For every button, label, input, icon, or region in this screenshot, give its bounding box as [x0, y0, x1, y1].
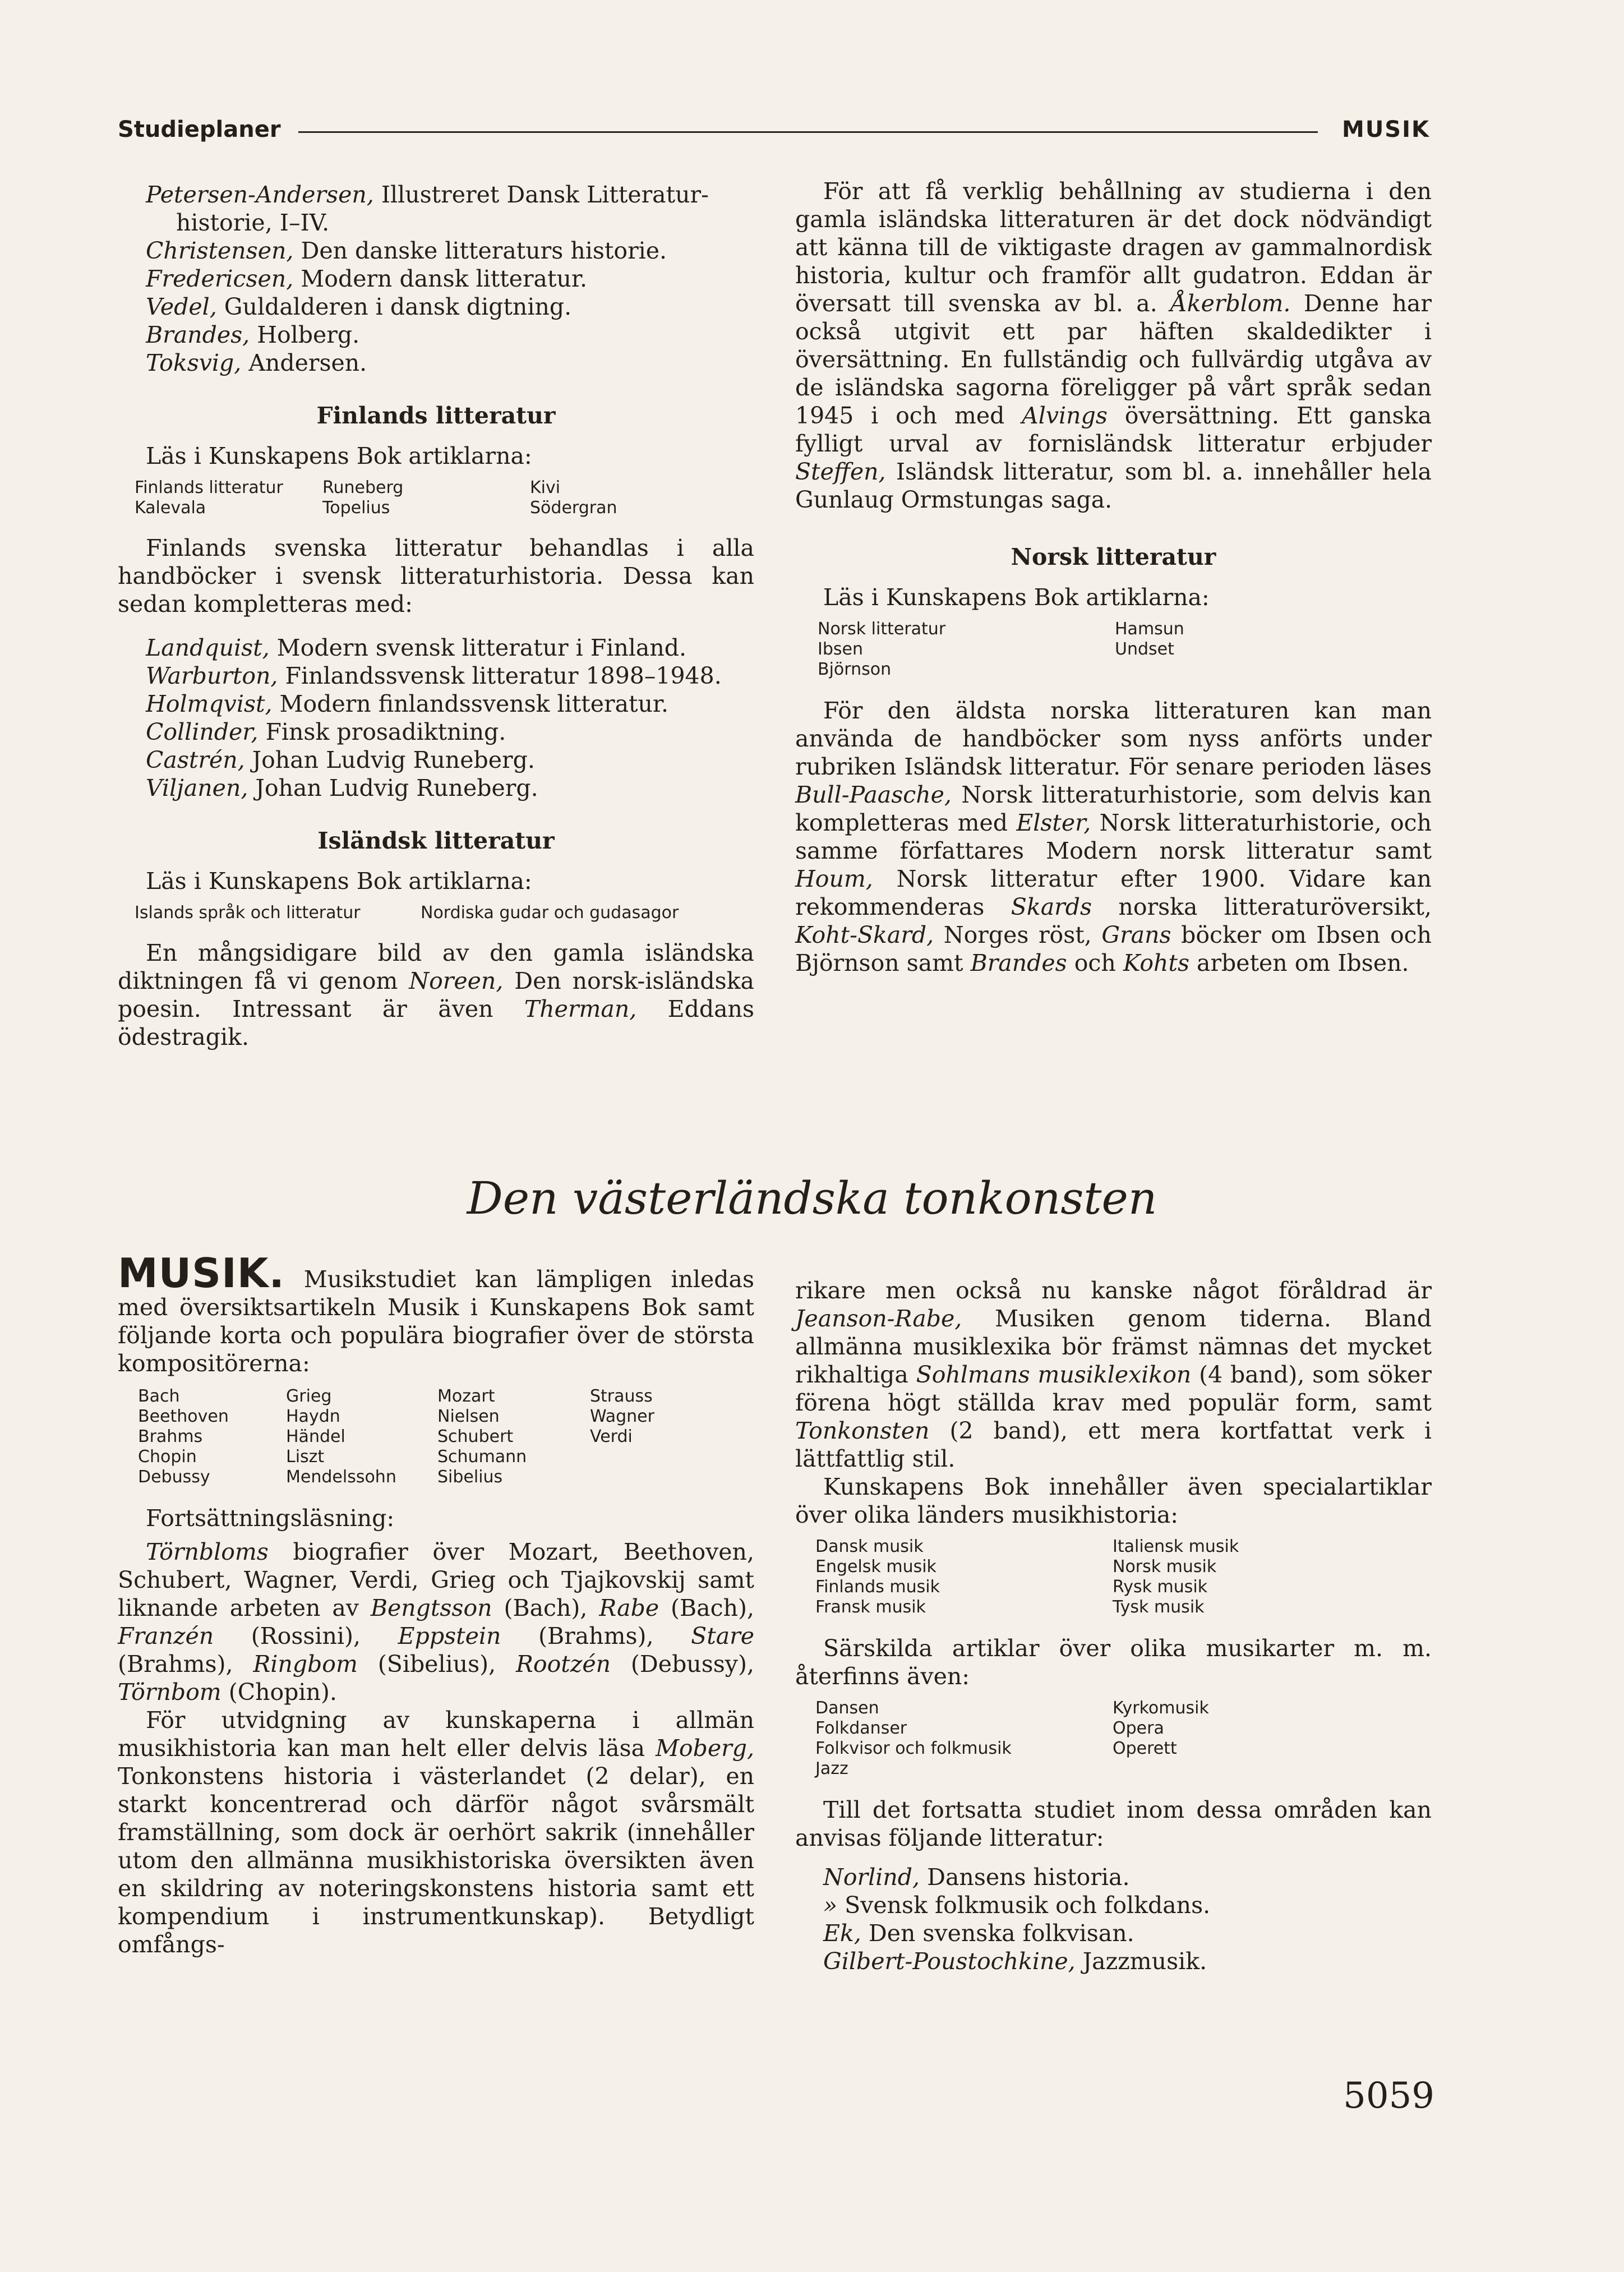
composer-list — [118, 1386, 754, 1487]
text-run: (Sibelius), — [357, 1651, 516, 1677]
list-item: Nordiska gudar och gudasagor — [421, 903, 679, 923]
list-item: Haydn — [286, 1407, 340, 1426]
list-item: Folkvisor och folkmusik — [815, 1739, 1012, 1758]
text-run: En mångsidigare bild av den gamla isländska diktningen få vi genom — [118, 939, 754, 994]
author-name: Bengtsson — [370, 1594, 492, 1621]
text-run: Norsk litteraturhistorie, och samme författares Modern norsk litteratur samt — [795, 809, 1432, 864]
text-run: rikare men också nu kanske något föråldrad är — [795, 1277, 1432, 1304]
author-name: Castrén, — [146, 746, 245, 773]
list-item: Björnson — [818, 660, 892, 679]
biographies-paragraph — [118, 1538, 754, 1706]
list-item: Kivi — [530, 478, 561, 497]
text-run: (Brahms), — [118, 1651, 253, 1677]
page-number: 5059 — [1343, 2075, 1434, 2117]
text-run: Eddans ödestragik. — [118, 996, 754, 1050]
author-name: Steffen, — [795, 458, 886, 485]
text-run: arbeten om Ibsen. — [1189, 950, 1409, 976]
author-name: Warburton, — [146, 662, 278, 689]
list-item: Tysk musik — [1113, 1597, 1205, 1617]
continued-reading-label: Fortsättningsläsning: — [146, 1505, 395, 1532]
header-rule — [298, 131, 1318, 133]
list-item: Kalevala — [135, 498, 206, 518]
author-name: Viljanen, — [146, 775, 248, 801]
finland-paragraph: Finlands svenska litteratur behandlas i alla handböcker i svensk litteraturhistoria. Dessa kan sedan kompletteras med: — [118, 534, 754, 617]
text-run: (2 band), ett mera kortfattat verk i lättfattlig stil. — [795, 1417, 1432, 1472]
reference-entry — [823, 1891, 1432, 1919]
list-item — [590, 1467, 713, 1487]
list-item: Finlands litteratur — [135, 478, 283, 497]
list-item: Undset — [1115, 639, 1174, 659]
text-run: biografier över Mozart, Beethoven, Schubert, Wagner, Verdi, Grieg och Tjajkovskij samt liknande arbeten av — [118, 1538, 754, 1621]
reference-entry — [146, 181, 754, 237]
header-section-label: Studieplaner — [118, 117, 281, 142]
section-title: Den västerländska tonkonsten — [467, 1172, 1157, 1224]
author-name: Collinder, — [146, 718, 259, 745]
list-item: Mendelssohn — [286, 1467, 396, 1487]
list-item: Nielsen — [437, 1407, 500, 1426]
list-item: Schumann — [437, 1447, 527, 1467]
iceland-article-list — [118, 903, 754, 923]
iceland-paragraph — [118, 939, 754, 1051]
reference-title: Den danske litteraturs historie. — [293, 237, 667, 264]
finland-intro: Läs i Kunskapens Bok artiklarna: — [146, 443, 532, 469]
running-header — [118, 117, 1430, 150]
reference-title: Guldalderen i dansk digtning. — [216, 293, 572, 320]
reference-title: Modern finlandssvensk litteratur. — [272, 690, 669, 717]
author-name: Åkerblom. — [1170, 290, 1291, 317]
author-name: Ringbom — [253, 1651, 358, 1677]
list-item: Finlands musik — [815, 1577, 940, 1597]
list-item: Wagner — [590, 1407, 654, 1426]
list-item: Dansk musik — [815, 1537, 924, 1556]
author-name: Skards — [1011, 893, 1092, 920]
author-name: Elster, — [1016, 809, 1091, 836]
author-name: Brandes — [970, 950, 1067, 976]
text-run: (4 band), som söker förena högt ställda krav med populär form, samt — [795, 1361, 1432, 1416]
author-name: Sohlmans musiklexikon — [916, 1361, 1192, 1388]
text-run: Denne har också utgivit ett par häften skaldedikter i översättning. En fullständig och fullvärdig utgåva av de isländska sagorna föreligger på vårt språk sedan 1945 i och med — [795, 290, 1432, 429]
list-item — [590, 1447, 713, 1467]
reference-title: Svensk folkmusik och folkdans. — [837, 1892, 1211, 1919]
list-item: Italiensk musik — [1113, 1537, 1239, 1556]
danish-reference-list — [118, 181, 754, 377]
reference-entry — [146, 774, 754, 802]
reference-title: Modern dansk litteratur. — [293, 265, 588, 292]
list-item: Folkdanser — [815, 1718, 907, 1738]
text-run: översättning. Ett ganska fylligt urval av fornisländsk litteratur erbjuder — [795, 402, 1432, 457]
author-name: Rootzén — [516, 1651, 611, 1677]
reference-entry — [146, 718, 754, 746]
reference-entry — [146, 690, 754, 718]
further-study-paragraph: Till det fortsatta studiet inom dessa områden kan anvisas följande litteratur: — [795, 1796, 1432, 1851]
author-name: Törnbom — [118, 1679, 222, 1706]
author-name: Houm, — [795, 865, 873, 892]
author-name: Eppstein — [398, 1623, 501, 1649]
author-name: Rabe — [599, 1594, 659, 1621]
author-name: Noreen, — [409, 967, 504, 994]
list-item: Liszt — [286, 1447, 325, 1467]
list-item: Norsk litteratur — [818, 619, 946, 639]
reference-title: Jazzmusik. — [1075, 1948, 1207, 1975]
iceland-heading: Isländsk litteratur — [317, 827, 555, 854]
norway-paragraph — [795, 697, 1432, 977]
author-name: Franzén — [118, 1623, 214, 1649]
author-name: Holmqvist, — [146, 690, 273, 717]
reference-entry — [146, 321, 754, 349]
list-item: Opera — [1113, 1718, 1164, 1738]
reference-title: Illustreret Dansk Litteratur-historie, I–IV. — [176, 181, 709, 236]
author-name: Landquist, — [146, 634, 270, 661]
list-item: Mozart — [437, 1386, 495, 1406]
text-run: Tonkonstens historia i västerlandet (2 delar), en starkt koncentrerad och därför något svårsmält framställning, som dock är oerhört sakrik (innehåller utom den allmänna musikhistoriska översikten även en skildring av noteringskonstens historia samt ett kompendium i instrumentkunskap). Betydligt omfångs- — [118, 1763, 754, 1958]
author-name: Gilbert-Poustochkine, — [823, 1948, 1076, 1975]
finland-article-list — [118, 478, 754, 518]
text-run: (Rossini), — [214, 1623, 398, 1649]
reference-entry — [146, 349, 754, 377]
reference-title: Johan Ludvig Runeberg. — [248, 775, 538, 801]
list-item — [1115, 660, 1339, 680]
author-name: » — [823, 1892, 838, 1919]
list-item: Ibsen — [818, 639, 863, 659]
list-item: Schubert — [437, 1427, 514, 1446]
list-item: Södergran — [530, 498, 617, 518]
text-run: För utvidgning av kunskaperna i allmän musikhistoria kan man helt eller delvis läsa — [118, 1707, 754, 1762]
music-intro-paragraph — [118, 1250, 754, 1377]
norway-heading: Norsk litteratur — [1011, 543, 1216, 570]
author-name: Norlind, — [823, 1864, 920, 1891]
list-item — [1113, 1759, 1337, 1779]
reference-title: Andersen. — [241, 349, 367, 376]
text-run: och — [1067, 950, 1123, 976]
list-item: Händel — [286, 1427, 345, 1446]
list-item: Kyrkomusik — [1113, 1698, 1209, 1718]
author-name: Stare — [691, 1623, 754, 1649]
author-name: Brandes, — [146, 321, 250, 348]
text-run: Norges röst, — [934, 921, 1102, 948]
reference-title: Finsk prosadiktning. — [258, 718, 506, 745]
list-item: Jazz — [815, 1759, 848, 1778]
reference-entry — [146, 237, 754, 265]
list-item: Rysk musik — [1113, 1577, 1208, 1597]
text-run: Den norsk-isländska poesin. Intressant är även — [118, 967, 754, 1022]
author-name: Christensen, — [146, 237, 294, 264]
music-lead-word: MUSIK. — [118, 1250, 285, 1297]
author-name: Kohts — [1123, 950, 1189, 976]
reference-title: Modern svensk litteratur i Finland. — [269, 634, 687, 661]
lexicon-paragraph — [795, 1276, 1432, 1473]
author-name: Törnbloms — [146, 1538, 269, 1565]
list-item: Sibelius — [437, 1467, 503, 1487]
left-top-column — [118, 181, 754, 1051]
norway-intro: Läs i Kunskapens Bok artiklarna: — [823, 584, 1210, 611]
left-bottom-column — [118, 1250, 754, 1958]
reference-title: Johan Ludvig Runeberg. — [244, 746, 535, 773]
author-name: Fredericsen, — [146, 265, 294, 292]
list-item: Bach — [138, 1386, 180, 1406]
author-name: Therman, — [524, 996, 637, 1022]
author-name: Vedel, — [146, 293, 217, 320]
right-top-column — [795, 177, 1432, 977]
list-item: Strauss — [590, 1386, 653, 1406]
text-run: böcker om Ibsen och Björnson samt — [795, 921, 1432, 976]
text-run: Norsk litteratur efter 1900. Vidare kan rekommenderas — [795, 865, 1432, 920]
text-run: (Brahms), — [501, 1623, 691, 1649]
author-name: Alvings — [1022, 402, 1108, 429]
text-run: Musiken genom tiderna. Bland allmänna musiklexika bör främst nämnas det mycket rikhaltiga — [795, 1305, 1432, 1388]
text-run: norska litteraturöversikt, — [1092, 893, 1432, 920]
text-run: (Bach), — [659, 1594, 754, 1621]
text-run: (Chopin). — [221, 1679, 337, 1706]
text-run: För den äldsta norska litteraturen kan man använda de handböcker som nyss anförts under rubriken Isländsk litteratur. För senare perioden läses — [795, 697, 1432, 780]
author-name: Bull-Paasche, — [795, 781, 952, 808]
text-run: För att få verklig behållning av studierna i den gamla isländska litteraturen är det dock nödvändigt att känna till de viktigaste dragen av gammalnordisk historia, kultur och framför allt gudatron. Eddan är översatt till svenska av bl. a. — [795, 178, 1432, 317]
text-run: Norsk litteraturhistorie, som delvis kan kompletteras med — [795, 781, 1432, 836]
author-name: Petersen-Andersen, — [146, 181, 374, 208]
norway-article-list — [795, 619, 1432, 680]
reference-entry — [823, 1863, 1432, 1891]
list-item: Hamsun — [1115, 619, 1184, 639]
list-item: Islands språk och litteratur — [135, 903, 361, 923]
reference-title: Dansens historia. — [920, 1864, 1130, 1891]
list-item: Dansen — [815, 1698, 879, 1718]
reference-entry — [823, 1919, 1432, 1947]
author-name: Koht-Skard, — [795, 921, 934, 948]
music-history-paragraph — [118, 1706, 754, 1958]
special-articles-paragraph: Kunskapens Bok innehåller även specialartiklar över olika länders musikhistoria: — [795, 1473, 1432, 1528]
text-run: Isländsk litteratur, som bl. a. innehåller hela Gunlaug Ormstungas saga. — [795, 458, 1432, 513]
author-name: Tonkonsten — [795, 1417, 930, 1444]
reference-entry — [146, 293, 754, 321]
list-item: Norsk musik — [1113, 1557, 1217, 1577]
author-name: Ek, — [823, 1920, 861, 1947]
author-name: Grans — [1101, 921, 1171, 948]
list-item: Grieg — [286, 1386, 332, 1406]
finland-heading: Finlands litteratur — [316, 402, 556, 429]
reference-title: Holberg. — [250, 321, 360, 348]
author-name: Toksvig, — [146, 349, 242, 376]
iceland-intro: Läs i Kunskapens Bok artiklarna: — [146, 868, 532, 895]
list-item: Operett — [1113, 1739, 1177, 1758]
text-run: (Debussy), — [611, 1651, 754, 1677]
list-item: Brahms — [138, 1427, 203, 1446]
list-item: Beethoven — [138, 1407, 229, 1426]
list-item: Engelsk musik — [815, 1557, 936, 1577]
list-item: Chopin — [138, 1447, 197, 1467]
iceland-continued-paragraph — [795, 177, 1432, 514]
text-run: Musikstudiet kan lämpligen inledas med översiktsartikeln Musik i Kunskapens Bok samt följande korta och populära biografier över de största kompositörerna: — [118, 1266, 754, 1377]
music-reference-list — [795, 1863, 1432, 1975]
reference-entry — [146, 265, 754, 293]
reference-entry — [823, 1947, 1432, 1975]
genres-paragraph: Särskilda artiklar över olika musikarter m. m. återfinns även: — [795, 1635, 1432, 1690]
list-item: Runeberg — [322, 478, 404, 497]
text-run: (Bach), — [492, 1594, 599, 1621]
list-item: Debussy — [138, 1467, 210, 1487]
reference-entry — [146, 746, 754, 774]
list-item: Verdi — [590, 1427, 633, 1446]
genre-list — [795, 1698, 1432, 1779]
finland-reference-list — [118, 634, 754, 802]
author-name: Moberg, — [655, 1735, 754, 1762]
list-item: Fransk musik — [815, 1597, 926, 1617]
reference-entry — [146, 634, 754, 662]
country-music-list — [795, 1537, 1432, 1617]
reference-title: Finlandssvensk litteratur 1898–1948. — [278, 662, 722, 689]
list-item: Topelius — [322, 498, 390, 518]
right-bottom-column — [795, 1276, 1432, 1975]
reference-title: Den svenska folkvisan. — [861, 1920, 1134, 1947]
author-name: Jeanson-Rabe, — [795, 1305, 962, 1332]
header-topic-label: MUSIK — [1342, 117, 1430, 142]
reference-entry — [146, 662, 754, 690]
